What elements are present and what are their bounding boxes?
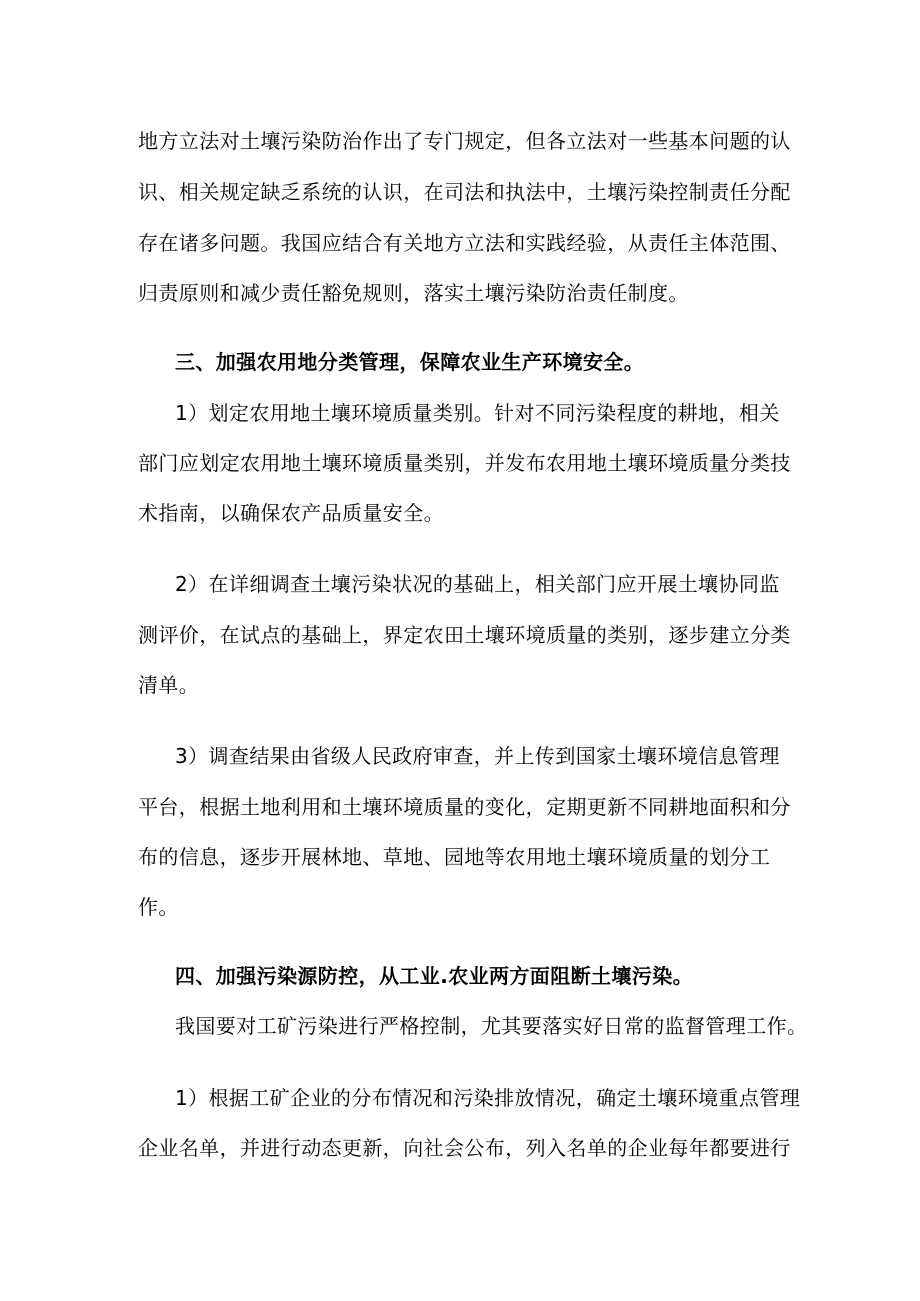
section-3-item-1-line-1: 1）划定农用地土壤环境质量类别。针对不同污染程度的耕地，相关 [175,401,780,425]
section-4-item-1-line-1: 1）根据工矿企业的分布情况和污染排放情况，确定土壤环境重点管理 [175,1086,801,1110]
section-3-item-1-line-3: 术指南，以确保农产品质量安全。 [138,501,444,525]
section-3-item-2-line-2: 测评价，在试点的基础上，界定农田土壤环境质量的类别，逐步建立分类 [138,623,791,647]
section-3-item-3-line-1: 3）调查结果由省级人民政府审查，并上传到国家土壤环境信息管理 [175,744,780,768]
section-3-item-2-line-3: 清单。 [138,673,200,697]
section-3-item-3-line-2: 平台，根据土地利用和土壤环境质量的变化，定期更新不同耕地面积和分 [138,795,791,819]
section-4-item-1-line-2: 企业名单，并进行动态更新，向社会公布，列入名单的企业每年都要进行 [138,1136,791,1160]
section-3-item-1-line-2: 部门应划定农用地土壤环境质量类别，并发布农用地土壤环境质量分类技 [138,451,791,475]
section-3-item-2-line-1: 2）在详细调查土壤污染状况的基础上，相关部门应开展土壤协同监 [175,572,780,596]
intro-line-4: 归责原则和减少责任豁免规则，落实土壤污染防治责任制度。 [138,281,689,305]
intro-line-3: 存在诸多问题。我国应结合有关地方立法和实践经验，从责任主体范围、 [138,231,791,255]
section-3-item-3-line-3: 布的信息，逐步开展林地、草地、园地等农用地土壤环境质量的划分工 [138,845,771,869]
section-4-heading: 四、加强污染源防控，从工业.农业两方面阻断土壤污染。 [175,964,693,988]
section-3-heading: 三、加强农用地分类管理，保障农业生产环境安全。 [175,350,645,374]
section-4-intro: 我国要对工矿污染进行严格控制，尤其要落实好日常的监督管理工作。 [175,1014,808,1038]
intro-line-1: 地方立法对土壤污染防治作出了专门规定，但各立法对一些基本问题的认 [138,129,791,153]
section-3-item-3-line-4: 作。 [138,895,179,919]
intro-line-2: 识、相关规定缺乏系统的认识，在司法和执法中，土壤污染控制责任分配 [138,180,791,204]
